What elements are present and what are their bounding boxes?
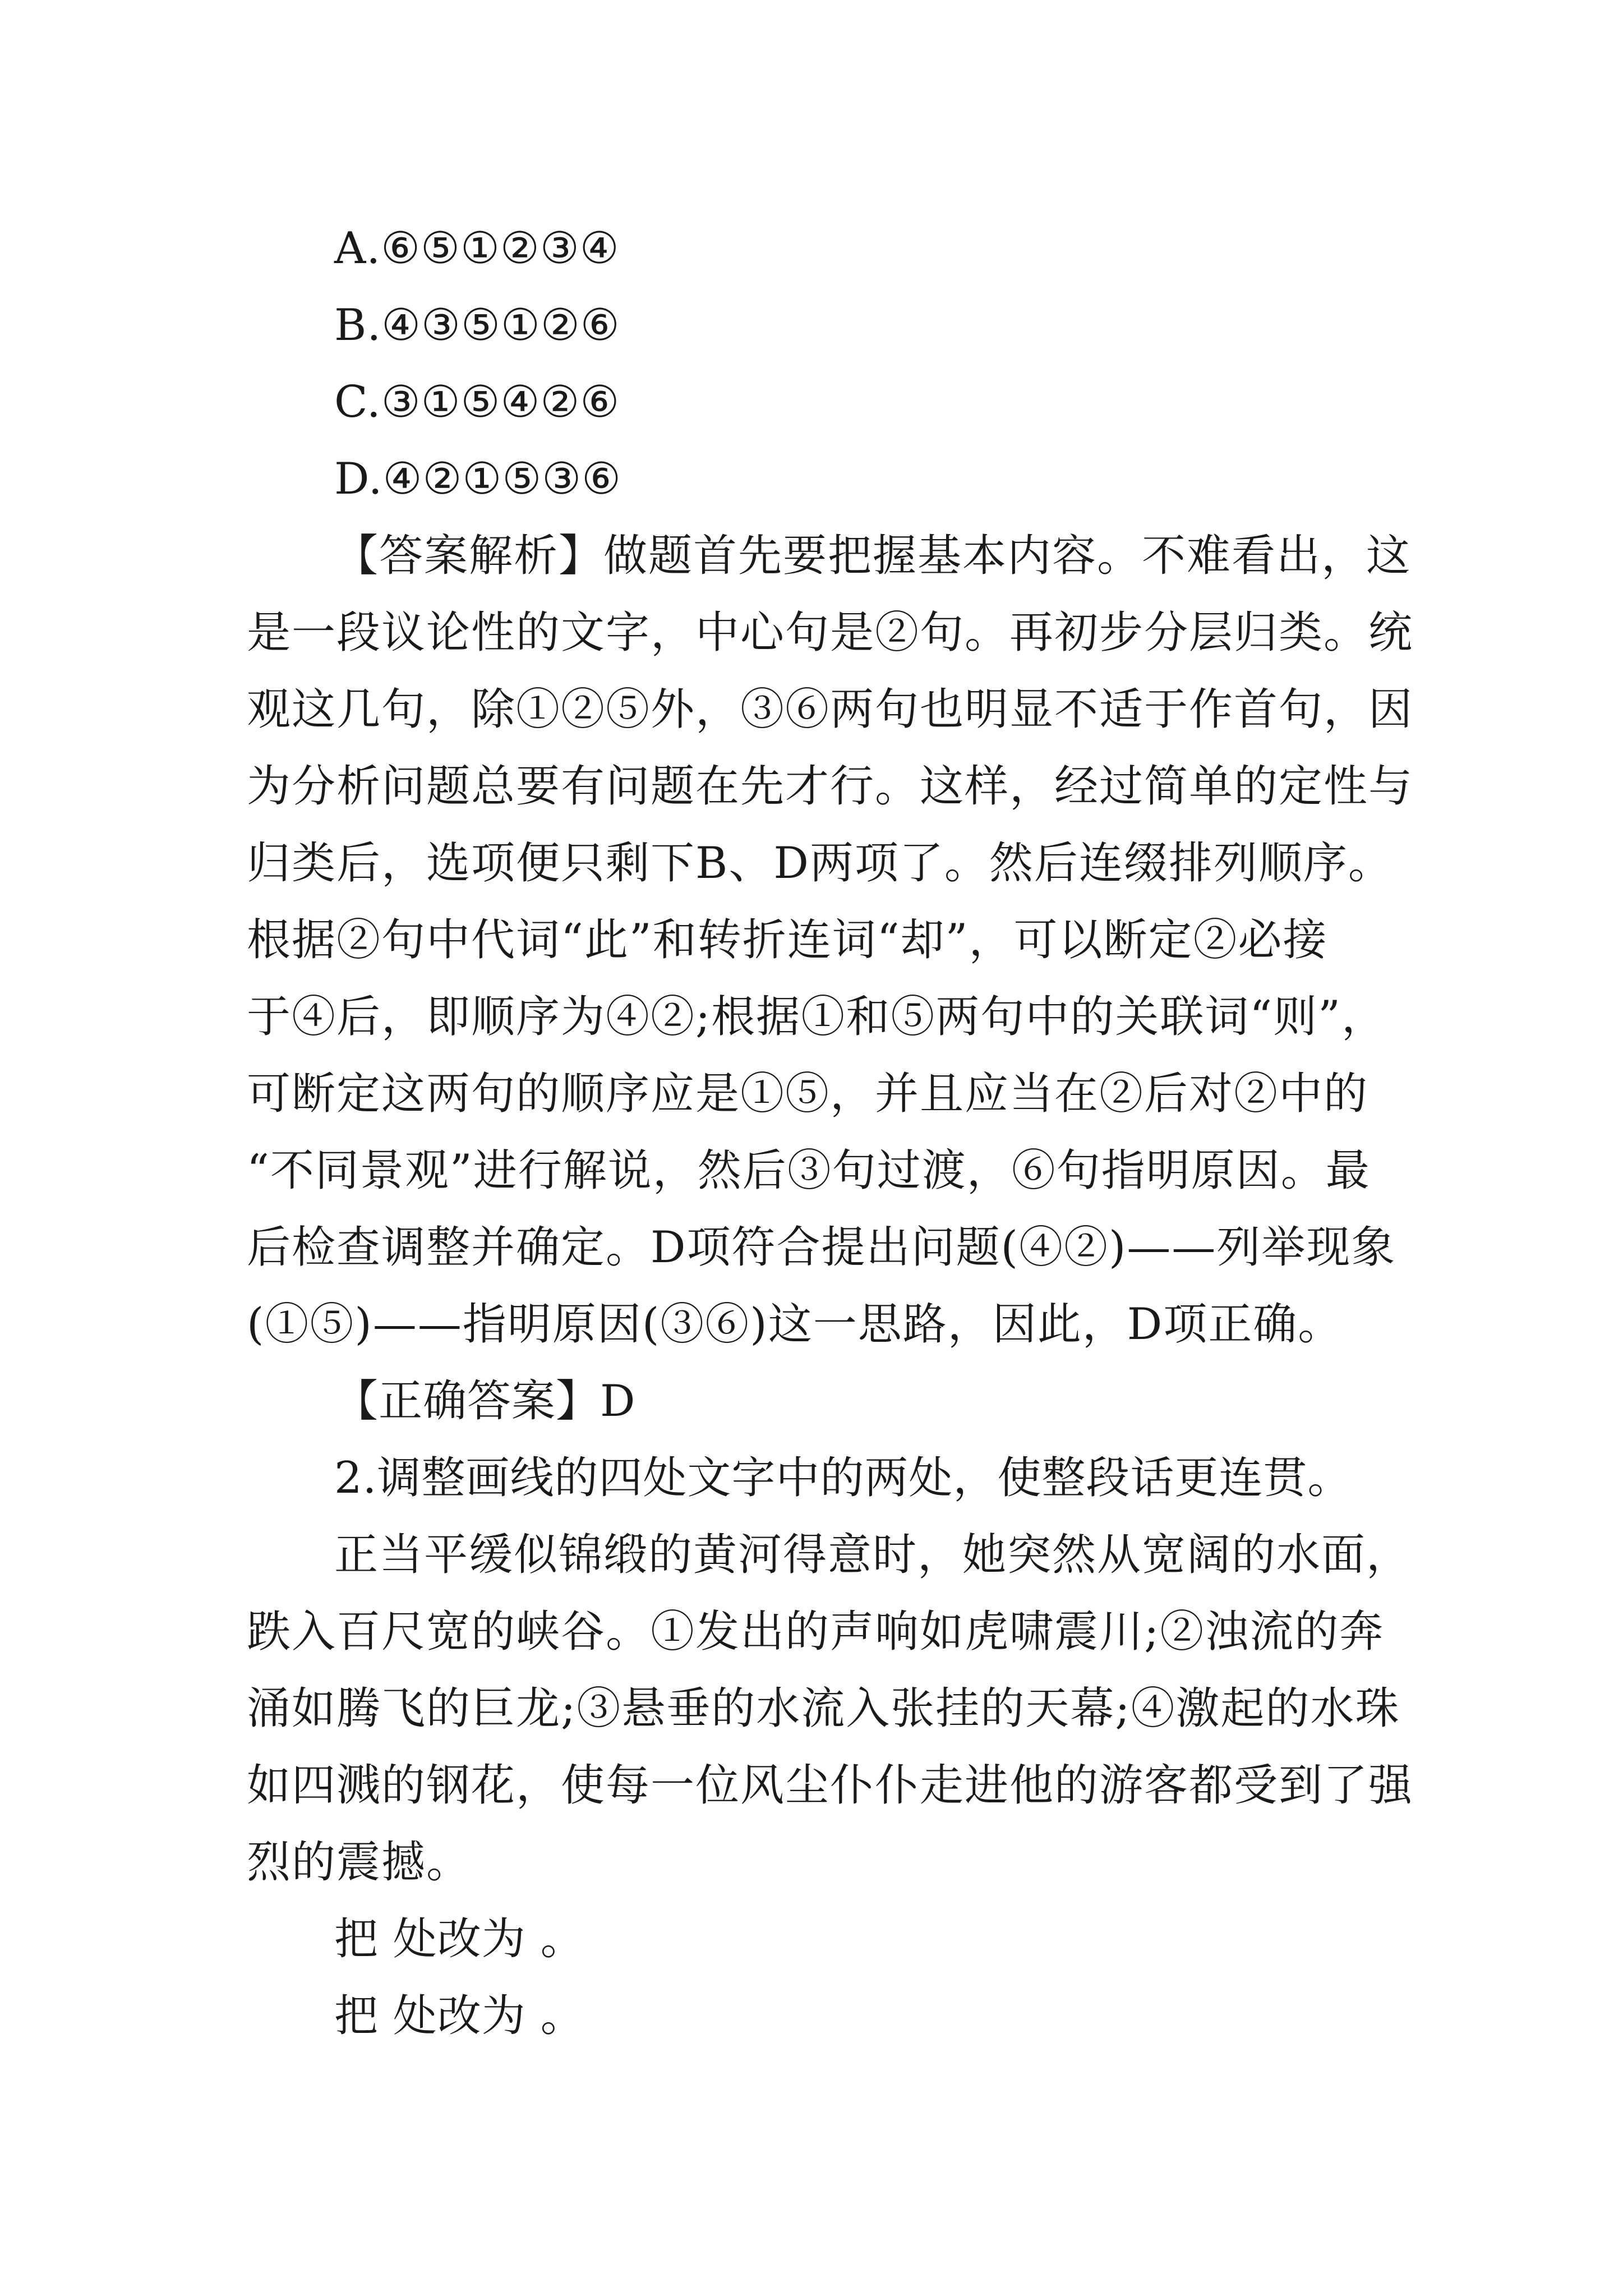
analysis-line: 可断定这两句的顺序应是①⑤，并且应当在②后对②中的: [247, 1069, 1369, 1119]
analysis-line: 后检查调整并确定。D项符合提出问题(④②)——列举现象: [247, 1222, 1396, 1273]
answer-analysis: [247, 518, 1414, 1363]
option-d: D.④②①⑤③⑥: [334, 454, 622, 504]
option-a: A.⑥⑤①②③④: [334, 223, 620, 274]
document-page: [247, 210, 1414, 2055]
passage-line: 如四溅的钢花，使每一位风尘仆仆走进他的游客都受到了强: [247, 1760, 1414, 1811]
analysis-line: 根据②句中代词“此”和转折连词“却”，可以断定②必接: [247, 915, 1328, 965]
analysis-line: 为分析问题总要有问题在先才行。这样，经过简单的定性与: [247, 761, 1414, 812]
question-2-prompt: 2.调整画线的四处文字中的两处，使整段话更连贯。: [334, 1453, 1352, 1503]
analysis-line: 于④后，即顺序为④②;根据①和⑤两句中的关联词“则”，: [247, 992, 1387, 1042]
option-b: B.④③⑤①②⑥: [334, 300, 620, 351]
option-c: C.③①⑤④②⑥: [334, 377, 620, 427]
analysis-line: 归类后，选项便只剩下B、D两项了。然后连缀排列顺序。: [247, 838, 1393, 889]
passage-line: 烈的震撼。: [247, 1837, 472, 1888]
analysis-line: 观这几句，除①②⑤外，③⑥两句也明显不适于作首句，因: [247, 684, 1414, 735]
analysis-line: 【答案解析】做题首先要把握基本内容。不难看出，这: [334, 531, 1412, 581]
passage-line: 跌入百尺宽的峡谷。①发出的声响如虎啸震川;②浊流的奔: [247, 1607, 1385, 1657]
answer-blank-2: 把 处改为 。: [334, 1991, 585, 2041]
passage-line: 涌如腾飞的巨龙;③悬垂的水流入张挂的天幕;④激起的水珠: [247, 1683, 1400, 1734]
question-2-passage: [247, 1517, 1414, 1901]
analysis-line: 是一段议论性的文字，中心句是②句。再初步分层归类。统: [247, 608, 1414, 658]
correct-answer: 【正确答案】D: [334, 1376, 636, 1427]
passage-line: 正当平缓似锦缎的黄河得意时，她突然从宽阔的水面，: [334, 1530, 1412, 1580]
answer-blank-1: 把 处改为 。: [334, 1914, 585, 1964]
analysis-line: “不同景观”进行解说，然后③句过渡，⑥句指明原因。最: [247, 1145, 1371, 1196]
analysis-line: (①⑤)——指明原因(③⑥)这一思路，因此，D项正确。: [247, 1299, 1343, 1350]
